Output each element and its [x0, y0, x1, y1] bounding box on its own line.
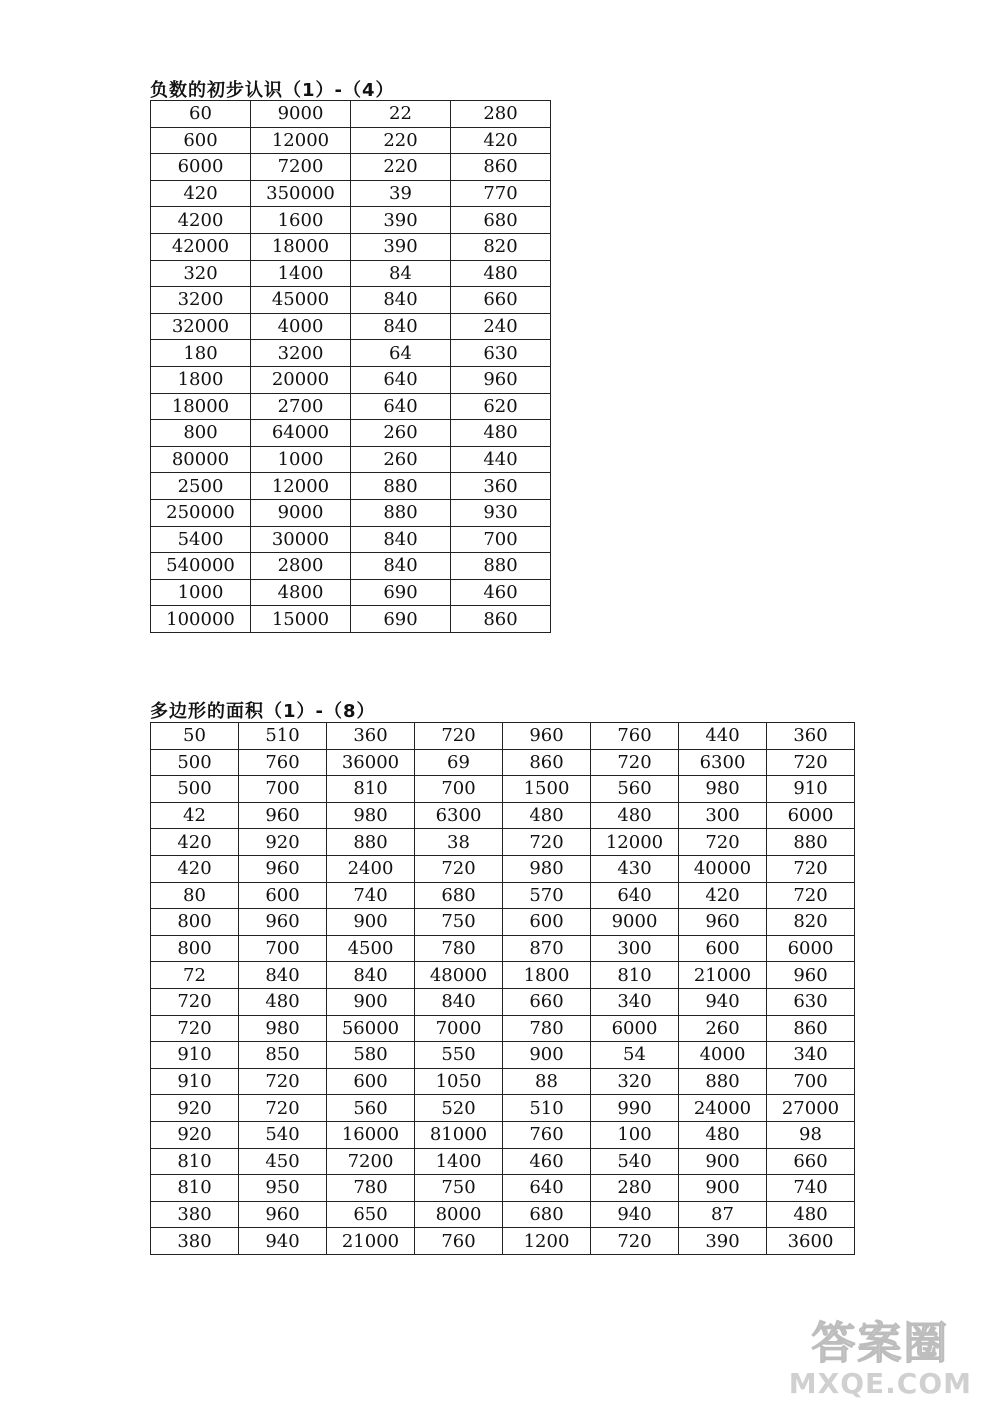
table-cell: 840	[351, 526, 451, 553]
answer-table-negative-numbers	[150, 100, 551, 633]
table-cell: 36000	[327, 749, 415, 776]
table-cell: 880	[767, 829, 855, 856]
table-row	[151, 579, 551, 606]
table-cell: 880	[451, 553, 551, 580]
table-cell: 700	[239, 776, 327, 803]
answer-table-polygon-area	[150, 722, 855, 1255]
table-cell: 800	[151, 420, 251, 447]
table-row	[151, 1148, 855, 1175]
table-cell: 280	[451, 101, 551, 128]
table-cell: 750	[415, 1175, 503, 1202]
table-row	[151, 393, 551, 420]
table-cell: 720	[591, 1228, 679, 1255]
table-row	[151, 260, 551, 287]
table-cell: 580	[327, 1042, 415, 1069]
table-cell: 64000	[251, 420, 351, 447]
table-cell: 690	[351, 579, 451, 606]
table-cell: 990	[591, 1095, 679, 1122]
table-cell: 810	[151, 1148, 239, 1175]
table-row	[151, 473, 551, 500]
table-cell: 500	[151, 776, 239, 803]
table-cell: 42000	[151, 233, 251, 260]
table-cell: 820	[451, 233, 551, 260]
table-cell: 380	[151, 1201, 239, 1228]
table-row	[151, 154, 551, 181]
table-cell: 6000	[151, 154, 251, 181]
table-cell: 780	[327, 1175, 415, 1202]
table-row	[151, 420, 551, 447]
table-cell: 84	[351, 260, 451, 287]
table-cell: 9000	[251, 101, 351, 128]
table-cell: 440	[679, 723, 767, 750]
table-cell: 860	[451, 606, 551, 633]
table-row	[151, 776, 855, 803]
table-cell: 980	[327, 802, 415, 829]
table-cell: 1800	[503, 962, 591, 989]
table-cell: 81000	[415, 1121, 503, 1148]
table-cell: 950	[239, 1175, 327, 1202]
table-cell: 80	[151, 882, 239, 909]
table-cell: 500	[151, 749, 239, 776]
table-cell: 280	[591, 1175, 679, 1202]
table-cell: 3200	[151, 287, 251, 314]
table-row	[151, 1228, 855, 1255]
table-cell: 360	[327, 723, 415, 750]
table-cell: 60	[151, 101, 251, 128]
section-title-negative-numbers: 负数的初步认识（1）-（4）	[150, 80, 395, 101]
table-cell: 54	[591, 1042, 679, 1069]
watermark-logo	[789, 1319, 972, 1399]
table-cell: 1400	[251, 260, 351, 287]
table-cell: 1800	[151, 366, 251, 393]
answer-table-body	[151, 101, 551, 633]
table-cell: 920	[239, 829, 327, 856]
table-cell: 720	[767, 882, 855, 909]
table-cell: 840	[351, 313, 451, 340]
table-cell: 680	[451, 207, 551, 234]
table-cell: 480	[767, 1201, 855, 1228]
table-cell: 880	[351, 473, 451, 500]
table-cell: 1600	[251, 207, 351, 234]
table-cell: 7200	[251, 154, 351, 181]
table-cell: 560	[327, 1095, 415, 1122]
table-cell: 540	[239, 1121, 327, 1148]
table-cell: 15000	[251, 606, 351, 633]
table-cell: 720	[767, 749, 855, 776]
table-cell: 740	[767, 1175, 855, 1202]
table-cell: 870	[503, 935, 591, 962]
table-cell: 930	[451, 499, 551, 526]
table-cell: 350000	[251, 180, 351, 207]
table-cell: 220	[351, 154, 451, 181]
table-row	[151, 988, 855, 1015]
table-row	[151, 606, 551, 633]
table-cell: 720	[679, 829, 767, 856]
table-cell: 720	[151, 1015, 239, 1042]
table-cell: 940	[591, 1201, 679, 1228]
table-cell: 42	[151, 802, 239, 829]
table-cell: 910	[151, 1042, 239, 1069]
table-cell: 520	[415, 1095, 503, 1122]
table-cell: 260	[679, 1015, 767, 1042]
watermark-top-text: 答案圈	[811, 1318, 950, 1369]
table-cell: 960	[767, 962, 855, 989]
table-cell: 910	[767, 776, 855, 803]
table-cell: 8000	[415, 1201, 503, 1228]
table-cell: 800	[151, 935, 239, 962]
table-row	[151, 1042, 855, 1069]
table-cell: 960	[451, 366, 551, 393]
table-cell: 960	[239, 1201, 327, 1228]
table-cell: 64	[351, 340, 451, 367]
table-cell: 920	[151, 1121, 239, 1148]
table-cell: 1000	[251, 446, 351, 473]
table-cell: 900	[327, 988, 415, 1015]
table-cell: 260	[351, 446, 451, 473]
table-cell: 250000	[151, 499, 251, 526]
table-row	[151, 207, 551, 234]
table-cell: 420	[151, 855, 239, 882]
table-cell: 940	[239, 1228, 327, 1255]
table-cell: 48000	[415, 962, 503, 989]
table-cell: 39	[351, 180, 451, 207]
table-cell: 820	[767, 909, 855, 936]
table-row	[151, 499, 551, 526]
table-cell: 2400	[327, 855, 415, 882]
table-cell: 340	[767, 1042, 855, 1069]
table-cell: 650	[327, 1201, 415, 1228]
table-cell: 450	[239, 1148, 327, 1175]
table-cell: 600	[327, 1068, 415, 1095]
table-cell: 680	[503, 1201, 591, 1228]
table-cell: 3200	[251, 340, 351, 367]
table-cell: 18000	[251, 233, 351, 260]
table-cell: 360	[767, 723, 855, 750]
table-row	[151, 1068, 855, 1095]
table-cell: 1400	[415, 1148, 503, 1175]
table-cell: 2700	[251, 393, 351, 420]
table-cell: 720	[239, 1068, 327, 1095]
table-cell: 770	[451, 180, 551, 207]
table-cell: 720	[415, 855, 503, 882]
table-cell: 640	[503, 1175, 591, 1202]
section-title-polygon-area: 多边形的面积（1）-（8）	[150, 701, 376, 722]
table-cell: 460	[503, 1148, 591, 1175]
table-cell: 840	[351, 287, 451, 314]
table-cell: 220	[351, 127, 451, 154]
table-row	[151, 366, 551, 393]
table-cell: 480	[451, 260, 551, 287]
table-cell: 480	[503, 802, 591, 829]
table-row	[151, 829, 855, 856]
table-row	[151, 909, 855, 936]
table-cell: 570	[503, 882, 591, 909]
table-row	[151, 101, 551, 128]
table-cell: 860	[503, 749, 591, 776]
table-cell: 780	[415, 935, 503, 962]
table-cell: 6300	[415, 802, 503, 829]
table-cell: 700	[767, 1068, 855, 1095]
table-cell: 840	[239, 962, 327, 989]
table-cell: 7200	[327, 1148, 415, 1175]
table-cell: 880	[679, 1068, 767, 1095]
table-cell: 640	[351, 393, 451, 420]
table-cell: 40000	[679, 855, 767, 882]
table-cell: 540000	[151, 553, 251, 580]
table-cell: 510	[503, 1095, 591, 1122]
table-cell: 760	[239, 749, 327, 776]
table-row	[151, 553, 551, 580]
table-cell: 910	[151, 1068, 239, 1095]
table-cell: 720	[239, 1095, 327, 1122]
table-row	[151, 233, 551, 260]
table-cell: 840	[327, 962, 415, 989]
table-cell: 380	[151, 1228, 239, 1255]
table-cell: 760	[415, 1228, 503, 1255]
table-cell: 540	[591, 1148, 679, 1175]
table-cell: 980	[239, 1015, 327, 1042]
table-cell: 4200	[151, 207, 251, 234]
table-cell: 660	[451, 287, 551, 314]
table-cell: 800	[151, 909, 239, 936]
table-cell: 180	[151, 340, 251, 367]
table-cell: 880	[327, 829, 415, 856]
table-cell: 750	[415, 909, 503, 936]
table-cell: 1000	[151, 579, 251, 606]
table-cell: 850	[239, 1042, 327, 1069]
table-cell: 860	[451, 154, 551, 181]
table-cell: 100000	[151, 606, 251, 633]
table-cell: 88	[503, 1068, 591, 1095]
table-cell: 510	[239, 723, 327, 750]
table-row	[151, 855, 855, 882]
table-cell: 72	[151, 962, 239, 989]
table-cell: 960	[239, 855, 327, 882]
table-cell: 630	[451, 340, 551, 367]
table-row	[151, 313, 551, 340]
table-cell: 9000	[251, 499, 351, 526]
table-cell: 760	[503, 1121, 591, 1148]
table-cell: 700	[451, 526, 551, 553]
table-cell: 940	[679, 988, 767, 1015]
table-cell: 69	[415, 749, 503, 776]
table-cell: 340	[591, 988, 679, 1015]
table-cell: 980	[679, 776, 767, 803]
table-cell: 720	[503, 829, 591, 856]
table-cell: 420	[151, 829, 239, 856]
table-cell: 700	[239, 935, 327, 962]
table-cell: 5400	[151, 526, 251, 553]
table-cell: 12000	[251, 127, 351, 154]
table-row	[151, 1175, 855, 1202]
table-cell: 21000	[327, 1228, 415, 1255]
table-cell: 660	[503, 988, 591, 1015]
answer-table-body	[151, 723, 855, 1255]
table-cell: 9000	[591, 909, 679, 936]
table-cell: 27000	[767, 1095, 855, 1122]
table-cell: 690	[351, 606, 451, 633]
table-cell: 56000	[327, 1015, 415, 1042]
table-cell: 720	[415, 723, 503, 750]
table-cell: 300	[591, 935, 679, 962]
table-cell: 840	[351, 553, 451, 580]
table-cell: 900	[679, 1175, 767, 1202]
table-cell: 430	[591, 855, 679, 882]
table-row	[151, 802, 855, 829]
table-row	[151, 1015, 855, 1042]
table-cell: 320	[151, 260, 251, 287]
table-cell: 1500	[503, 776, 591, 803]
table-cell: 600	[679, 935, 767, 962]
table-cell: 760	[591, 723, 679, 750]
table-cell: 390	[351, 207, 451, 234]
table-cell: 480	[679, 1121, 767, 1148]
table-cell: 4800	[251, 579, 351, 606]
table-cell: 12000	[591, 829, 679, 856]
table-cell: 420	[679, 882, 767, 909]
table-cell: 810	[151, 1175, 239, 1202]
table-cell: 320	[591, 1068, 679, 1095]
table-cell: 4500	[327, 935, 415, 962]
table-row	[151, 962, 855, 989]
table-cell: 810	[327, 776, 415, 803]
watermark-bottom-text: MXQE.COM	[788, 1367, 972, 1400]
table-cell: 660	[767, 1148, 855, 1175]
table-cell: 30000	[251, 526, 351, 553]
table-row	[151, 1201, 855, 1228]
table-cell: 2500	[151, 473, 251, 500]
table-cell: 440	[451, 446, 551, 473]
table-cell: 18000	[151, 393, 251, 420]
table-row	[151, 882, 855, 909]
table-cell: 860	[767, 1015, 855, 1042]
table-cell: 460	[451, 579, 551, 606]
table-cell: 480	[591, 802, 679, 829]
table-cell: 560	[591, 776, 679, 803]
table-cell: 260	[351, 420, 451, 447]
table-cell: 740	[327, 882, 415, 909]
table-cell: 720	[591, 749, 679, 776]
table-cell: 900	[679, 1148, 767, 1175]
table-cell: 720	[151, 988, 239, 1015]
table-cell: 6000	[591, 1015, 679, 1042]
table-row	[151, 180, 551, 207]
table-cell: 900	[503, 1042, 591, 1069]
table-cell: 480	[239, 988, 327, 1015]
table-cell: 24000	[679, 1095, 767, 1122]
table-cell: 640	[351, 366, 451, 393]
table-cell: 420	[451, 127, 551, 154]
table-cell: 600	[503, 909, 591, 936]
table-cell: 840	[415, 988, 503, 1015]
table-cell: 600	[151, 127, 251, 154]
table-row	[151, 935, 855, 962]
table-cell: 720	[767, 855, 855, 882]
table-cell: 1200	[503, 1228, 591, 1255]
table-cell: 6300	[679, 749, 767, 776]
table-cell: 700	[415, 776, 503, 803]
table-cell: 960	[239, 802, 327, 829]
table-cell: 80000	[151, 446, 251, 473]
table-cell: 87	[679, 1201, 767, 1228]
table-cell: 920	[151, 1095, 239, 1122]
table-row	[151, 446, 551, 473]
table-cell: 1050	[415, 1068, 503, 1095]
table-cell: 3600	[767, 1228, 855, 1255]
table-cell: 600	[239, 882, 327, 909]
table-cell: 640	[591, 882, 679, 909]
table-cell: 880	[351, 499, 451, 526]
table-cell: 100	[591, 1121, 679, 1148]
table-row	[151, 526, 551, 553]
table-cell: 680	[415, 882, 503, 909]
table-cell: 980	[503, 855, 591, 882]
table-cell: 240	[451, 313, 551, 340]
table-row	[151, 287, 551, 314]
table-cell: 4000	[251, 313, 351, 340]
table-cell: 6000	[767, 935, 855, 962]
table-cell: 960	[679, 909, 767, 936]
table-cell: 630	[767, 988, 855, 1015]
table-cell: 20000	[251, 366, 351, 393]
table-cell: 45000	[251, 287, 351, 314]
table-cell: 21000	[679, 962, 767, 989]
table-cell: 50	[151, 723, 239, 750]
table-cell: 780	[503, 1015, 591, 1042]
table-cell: 420	[151, 180, 251, 207]
table-cell: 360	[451, 473, 551, 500]
table-cell: 16000	[327, 1121, 415, 1148]
table-row	[151, 749, 855, 776]
table-row	[151, 1121, 855, 1148]
table-row	[151, 723, 855, 750]
table-cell: 32000	[151, 313, 251, 340]
table-cell: 6000	[767, 802, 855, 829]
table-cell: 960	[503, 723, 591, 750]
table-cell: 300	[679, 802, 767, 829]
table-cell: 620	[451, 393, 551, 420]
table-cell: 98	[767, 1121, 855, 1148]
table-cell: 4000	[679, 1042, 767, 1069]
table-row	[151, 340, 551, 367]
table-cell: 2800	[251, 553, 351, 580]
table-cell: 960	[239, 909, 327, 936]
table-cell: 38	[415, 829, 503, 856]
table-cell: 390	[679, 1228, 767, 1255]
table-cell: 900	[327, 909, 415, 936]
table-cell: 810	[591, 962, 679, 989]
table-cell: 22	[351, 101, 451, 128]
table-cell: 390	[351, 233, 451, 260]
table-row	[151, 1095, 855, 1122]
table-cell: 7000	[415, 1015, 503, 1042]
table-row	[151, 127, 551, 154]
table-cell: 12000	[251, 473, 351, 500]
table-cell: 550	[415, 1042, 503, 1069]
table-cell: 480	[451, 420, 551, 447]
